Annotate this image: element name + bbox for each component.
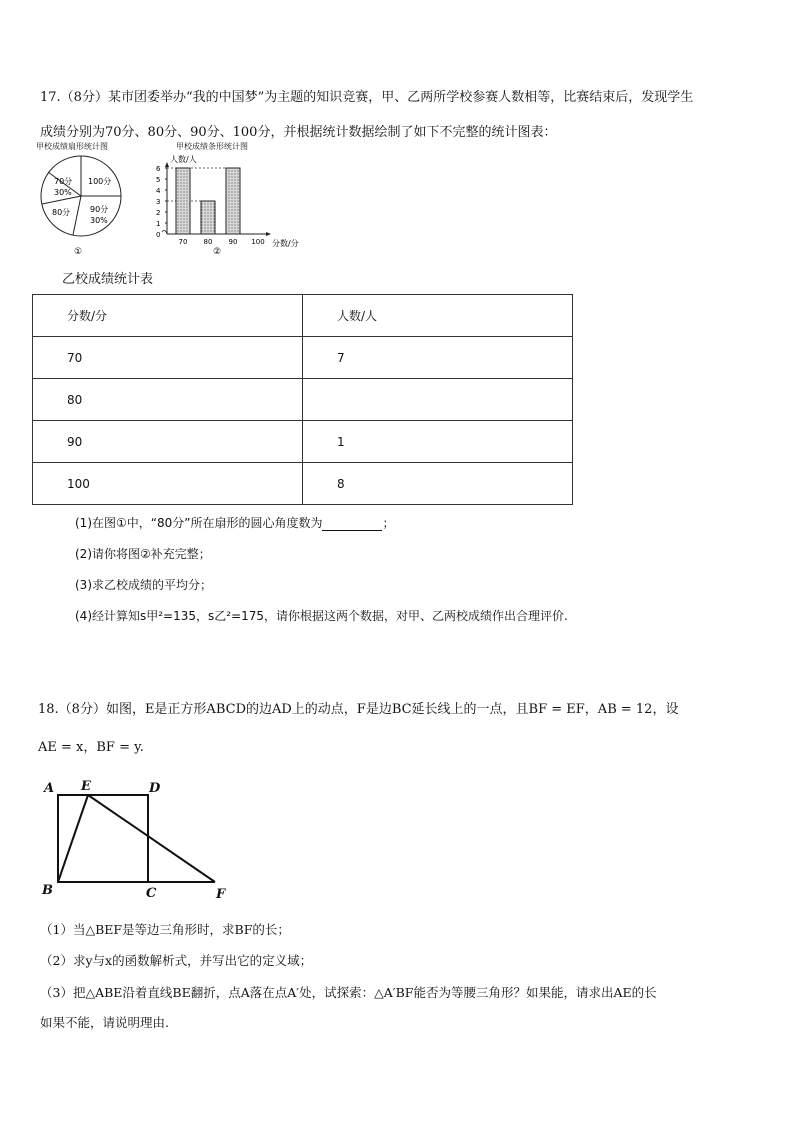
y-tick-label: 6 xyxy=(156,165,161,173)
bar-80 xyxy=(201,201,215,234)
pie-label-70: 70分 xyxy=(54,177,73,186)
y-tick-label: 5 xyxy=(156,176,161,184)
score-table xyxy=(32,294,573,505)
q17-sub1-text: (1)在图①中，“80分”所在扇形的圆心角度数为 xyxy=(75,516,323,530)
line-be xyxy=(58,795,88,882)
bar-90 xyxy=(226,168,240,234)
table-cell-score: 70 xyxy=(33,337,303,379)
pie-pct-70: 30% xyxy=(54,188,72,197)
pie-label-100: 100分 xyxy=(88,177,112,186)
table-cell-count: 1 xyxy=(303,421,573,463)
point-f-label: F xyxy=(216,887,226,901)
bar-70 xyxy=(176,168,190,234)
table-cell-count xyxy=(303,379,573,421)
bar-xlabel: 分数/分 xyxy=(272,239,299,248)
q17-line1: 17.（8分）某市团委举办“我的中国梦”为主题的知识竞赛，甲、乙两所学校参赛人数相等，比赛结束后，发现学生 xyxy=(40,90,694,105)
table-cell-count: 7 xyxy=(303,337,573,379)
pie-pct-90: 30% xyxy=(90,216,108,225)
q17-sub3: (3)求乙校成绩的平均分； xyxy=(75,578,212,592)
y-tick-label: 2 xyxy=(156,209,161,217)
x-tick-label: 80 xyxy=(203,238,213,246)
q18-sub1: （1）当△BEF是等边三角形时，求BF的长； xyxy=(40,922,290,937)
point-b-label: B xyxy=(42,883,53,898)
table-cell-score: 80 xyxy=(33,379,303,421)
square-figure xyxy=(38,776,238,901)
bar-chart xyxy=(150,152,315,260)
x-tick-label: 70 xyxy=(178,238,188,246)
question-18 xyxy=(38,700,768,758)
y-tick-label: 1 xyxy=(156,220,161,228)
table-header-score: 分数/分 xyxy=(33,295,303,337)
q18-line1: 18.（8分）如图，E是正方形ABCD的边AD上的动点，F是边BC延长线上的一点，且BF = EF，AB = 12，设 xyxy=(38,702,679,717)
y-tick-label: 0 xyxy=(156,231,161,239)
answer-blank xyxy=(322,518,382,531)
q18-line2: AE = x，BF = y. xyxy=(38,740,144,755)
q17-sub1-end: ； xyxy=(382,516,395,530)
x-tick-label: 90 xyxy=(228,238,238,246)
table-row xyxy=(33,421,573,463)
y-tick-label: 3 xyxy=(156,198,161,206)
table-cell-count: 8 xyxy=(303,463,573,505)
bar-caption: ② xyxy=(213,247,222,257)
line-ef xyxy=(88,795,215,882)
q17-sub4: (4)经计算知s甲²=135，s乙²=175，请你根据这两个数据，对甲、乙两校成绩作出合理评价. xyxy=(75,609,568,623)
table-cell-score: 90 xyxy=(33,421,303,463)
question-17 xyxy=(40,80,770,150)
table-header-row xyxy=(33,295,573,337)
square-abcd xyxy=(58,795,148,882)
pie-chart-title: 甲校成绩扇形统计图 xyxy=(36,142,108,151)
point-d-label: D xyxy=(149,781,161,796)
table-cell-score: 100 xyxy=(33,463,303,505)
bar-ylabel: 人数/人 xyxy=(170,155,197,164)
q18-sub2: （2）求y与x的函数解析式，并写出它的定义域； xyxy=(40,953,313,968)
q17-sub1 xyxy=(75,514,394,531)
bar-chart-title: 甲校成绩条形统计图 xyxy=(176,142,248,151)
q18-sub3b: 如果不能，请说明理由. xyxy=(40,1015,169,1030)
point-a-label: A xyxy=(44,781,55,796)
pie-label-80: 80分 xyxy=(52,208,71,217)
q18-sub3: （3）把△ABE沿着直线BE翻折，点A落在点A′处，试探索：△A′BF能否为等腰三角形？如果能，请求出AE的长 xyxy=(40,985,657,1000)
point-c-label: C xyxy=(146,886,157,901)
q17-line2: 成绩分别为70分、80分、90分、100分，并根据统计数据绘制了如下不完整的统计图表： xyxy=(40,125,557,140)
table-header-count: 人数/人 xyxy=(303,295,573,337)
q17-sub2: (2)请你将图②补充完整； xyxy=(75,547,211,561)
point-e-label: E xyxy=(81,779,91,794)
table-row xyxy=(33,337,573,379)
x-tick-label: 100 xyxy=(251,238,265,246)
pie-chart xyxy=(36,152,136,260)
table-row xyxy=(33,379,573,421)
pie-label-90: 90分 xyxy=(90,205,109,214)
pie-caption: ① xyxy=(74,247,83,257)
table-row xyxy=(33,463,573,505)
table-title: 乙校成绩统计表 xyxy=(62,272,154,287)
y-tick-label: 4 xyxy=(156,187,161,195)
